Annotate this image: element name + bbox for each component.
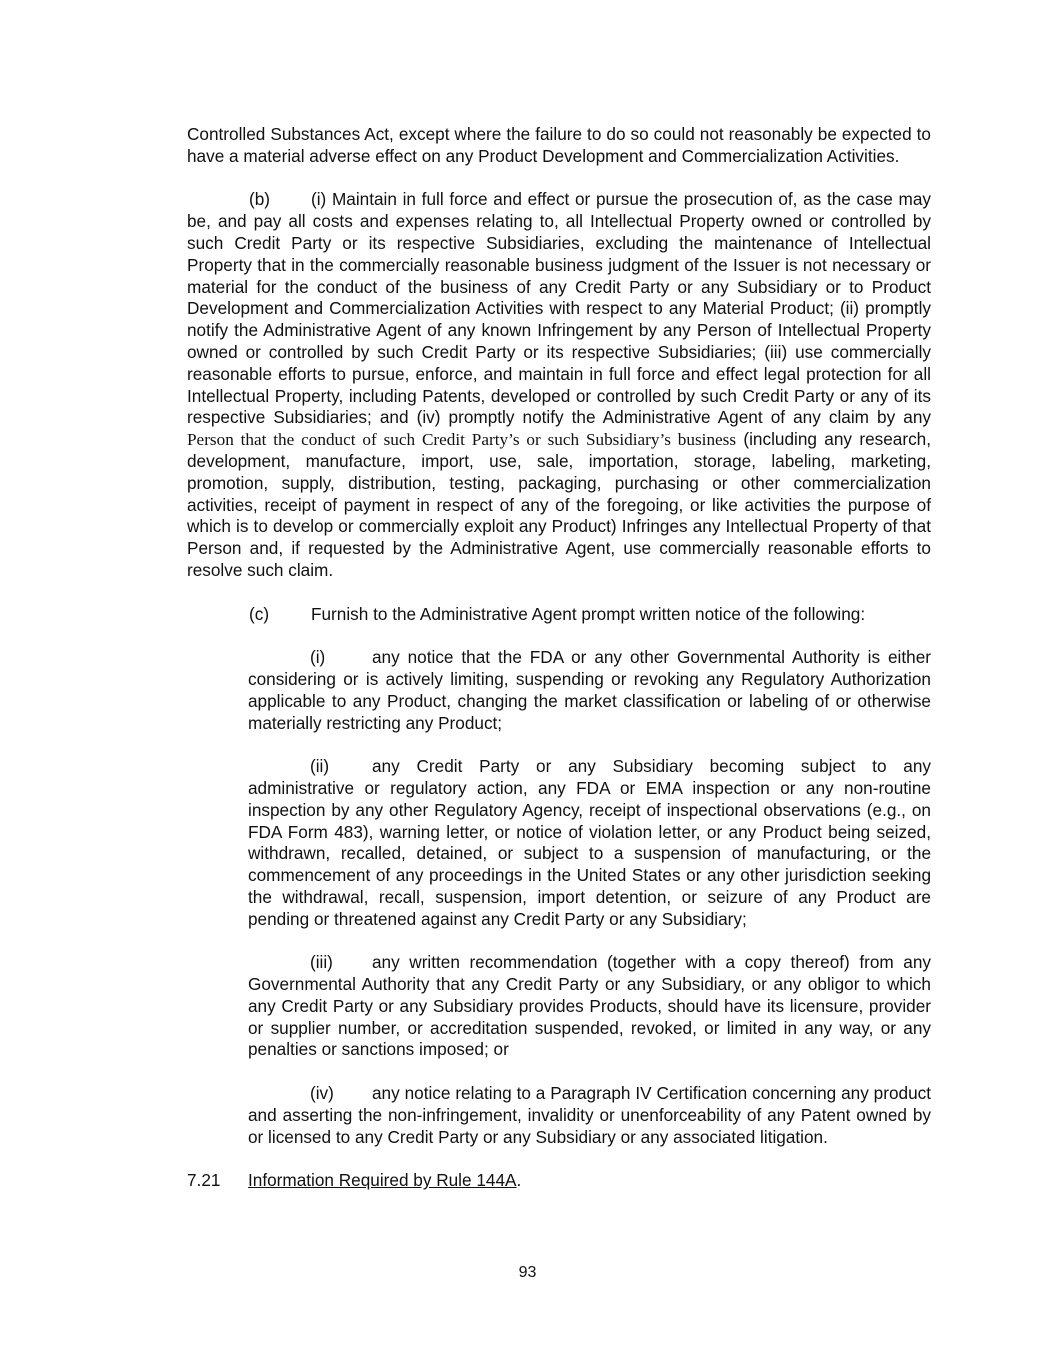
subitem-iii-marker: (iii) bbox=[310, 952, 333, 973]
paragraph-c bbox=[187, 604, 931, 626]
subitem-i-text: any notice that the FDA or any other Governmental Authority is either considering or is actively limiting, suspending or revoking any Regulatory Authorization applicable to any Product, changing the market classification or labeling of or otherwise materially restricting any Product; bbox=[248, 647, 931, 733]
page-number: 93 bbox=[518, 1264, 537, 1281]
paragraph-c-marker: (c) bbox=[249, 603, 270, 624]
paragraph-b-text-serif: Person that the conduct of such Credit Party’s or such Subsidiary’s business bbox=[187, 430, 737, 450]
paragraph-b bbox=[187, 189, 931, 581]
paragraph-b-text-2: (including any research, development, manufacture, import, use, sale, importation, storage, labeling, marketing, promotion, supply, distribution, testing, packaging, purchasing or other commercialization activities, receipt of payment in respect of any of the foregoing, or like activities the purpose of which is to develop or commercially exploit any Product) Infringes any Intellectual Property of that Person and, if requested by the Administrative Agent, use commercially reasonable efforts to resolve such claim. bbox=[187, 429, 931, 580]
section-title: Information Required by Rule 144A bbox=[248, 1170, 517, 1191]
subitem-ii bbox=[248, 756, 931, 930]
intro-paragraph: Controlled Substances Act, except where the failure to do so could not reasonably be expected to have a material adverse effect on any Product Development and Commercialization Activities. bbox=[187, 124, 931, 166]
subitem-iii bbox=[248, 952, 931, 1061]
section-number: 7.21 bbox=[187, 1170, 221, 1191]
subitem-i-marker: (i) bbox=[310, 647, 326, 668]
paragraph-c-text: Furnish to the Administrative Agent prompt written notice of the following: bbox=[311, 603, 866, 624]
section-title-punct: . bbox=[516, 1170, 522, 1191]
document-body bbox=[187, 124, 931, 1192]
section-title-wrap bbox=[248, 1170, 521, 1192]
subitem-ii-marker: (ii) bbox=[310, 756, 330, 777]
subitem-ii-text: any Credit Party or any Subsidiary becoming subject to any administrative or regulatory action, any FDA or EMA inspection or any non-routine inspection by any other Regulatory Agency, receipt of inspectional observations (e.g., on FDA Form 483), warning letter, or notice of violation letter, or any Product being seized, withdrawn, recalled, detained, or subject to a suspension of manufacturing, or the commencement of any proceedings in the United States or any other jurisdiction seeking the withdrawal, recall, suspension, import detention, or seizure of any Product are pending or threatened against any Credit Party or any Subsidiary; bbox=[248, 756, 931, 929]
subitem-iv-text: any notice relating to a Paragraph IV Certification concerning any product and asserting the non-infringement, invalidity or unenforceability of any Patent owned by or licensed to any Credit Party or any Subsidiary or any associated litigation. bbox=[248, 1083, 931, 1147]
paragraph-b-text-1: (i) Maintain in full force and effect or pursue the prosecution of, as the case may be, and pay all costs and expenses relating to, all Intellectual Property owned or controlled by such Credit Party or its respective Subsidiaries, excluding the maintenance of Intellectual Property that in the commercially reasonable business judgment of the Issuer is not necessary or material for the conduct of the business of any Credit Party or any Subsidiary or to Product Development and Commercialization Activities with respect to any Material Product; (ii) promptly notify the Administrative Agent of any known Infringement by any Person of Intellectual Property owned or controlled by such Credit Party or its respective Subsidiaries; (iii) use commercially reasonable efforts to pursue, enforce, and maintain in full force and effect legal protection for all Intellectual Property, including Patents, developed or controlled by such Credit Party or any of its respective Subsidiaries; and (iv) promptly notify the Administrative Agent of any claim by any bbox=[187, 189, 931, 428]
subitem-iv bbox=[248, 1083, 931, 1148]
subitem-iii-text: any written recommendation (together with a copy thereof) from any Governmental Authority that any Credit Party or any Subsidiary, or any obligor to which any Credit Party or any Subsidiary provides Products, should have its licensure, provider or supplier number, or accreditation suspended, revoked, or limited in any way, or any penalties or sanctions imposed; or bbox=[248, 952, 931, 1060]
paragraph-b-marker: (b) bbox=[249, 189, 271, 210]
subitem-list bbox=[248, 647, 931, 1148]
subitem-i bbox=[248, 647, 931, 734]
subitem-iv-marker: (iv) bbox=[310, 1083, 334, 1104]
section-heading bbox=[187, 1170, 931, 1192]
